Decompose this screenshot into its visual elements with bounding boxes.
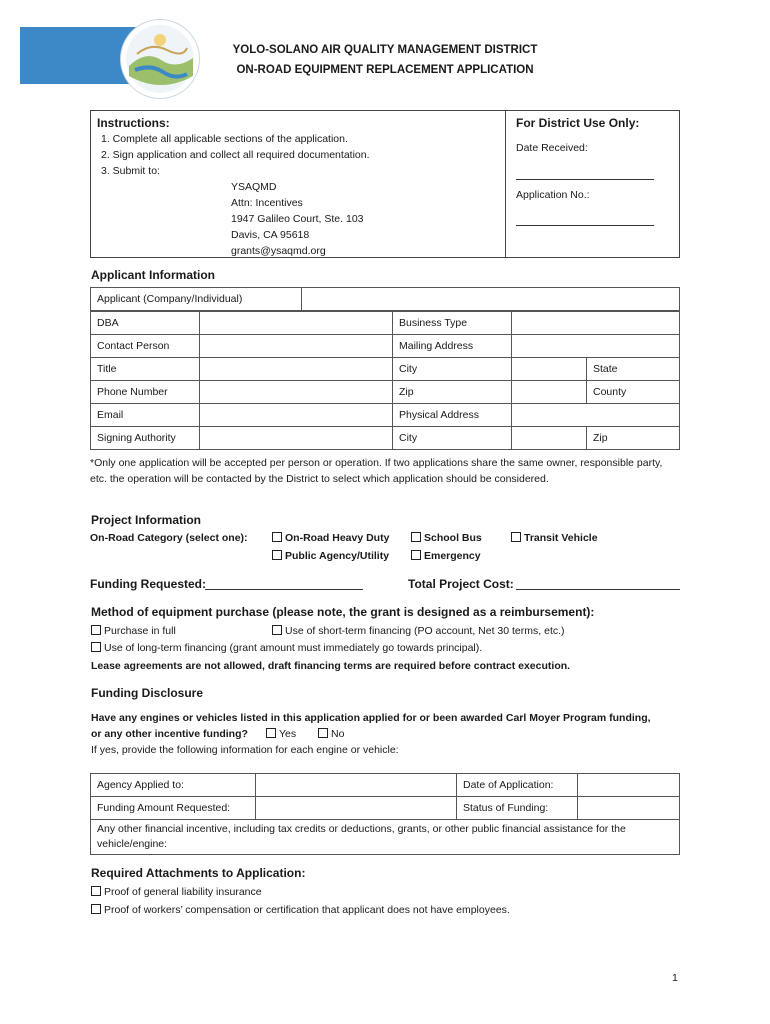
option-label: Public Agency/Utility <box>285 550 390 562</box>
address-line: Attn: Incentives <box>231 197 303 209</box>
attachments-heading: Required Attachments to Application: <box>91 866 306 880</box>
applicant-note: *Only one application will be accepted per person or operation. If two applications share the same owner, responsible party, etc. the operation will be contacted by the District to select which application should be considered. <box>90 457 663 485</box>
total-cost-field[interactable] <box>516 589 680 590</box>
date-received-field[interactable] <box>516 179 654 180</box>
state-label: State <box>593 363 618 375</box>
instruction-step: 1. Complete all applicable sections of the application. <box>101 133 348 145</box>
checkbox-icon[interactable] <box>91 886 101 896</box>
business-type-label: Business Type <box>393 312 512 335</box>
other-incentive-cell[interactable] <box>91 820 680 855</box>
address-line: YSAQMD <box>231 181 277 193</box>
applicant-company-table <box>90 287 680 311</box>
checkbox-icon[interactable] <box>266 728 276 738</box>
status-input[interactable] <box>578 797 680 820</box>
checkbox-icon[interactable] <box>511 532 521 542</box>
date-input[interactable] <box>578 774 680 797</box>
instructions-box <box>90 110 506 258</box>
option-label: Use of long-term financing (grant amount must immediately go towards principal). <box>104 642 483 654</box>
option-label: No <box>331 728 345 740</box>
checkbox-icon[interactable] <box>272 532 282 542</box>
email-label: Email <box>91 404 200 427</box>
option-public-agency[interactable] <box>272 550 389 562</box>
project-info-heading: Project Information <box>91 513 202 527</box>
checkbox-icon[interactable] <box>411 532 421 542</box>
date-received-label: Date Received: <box>516 142 588 154</box>
amount-input[interactable] <box>256 797 457 820</box>
district-use-title: For District Use Only: <box>516 116 640 130</box>
funding-table <box>90 773 680 855</box>
district-use-box <box>505 110 680 258</box>
application-no-field[interactable] <box>516 225 654 226</box>
option-label: Proof of workers’ compensation or certification that applicant does not have employees. <box>104 904 510 916</box>
instruction-step: 2. Sign application and collect all required documentation. <box>101 149 370 161</box>
title-label: Title <box>91 358 200 381</box>
title-input[interactable] <box>200 358 393 381</box>
contact-person-input[interactable] <box>200 335 393 358</box>
form-title: ON-ROAD EQUIPMENT REPLACEMENT APPLICATION <box>236 64 534 76</box>
option-yes[interactable] <box>266 728 296 740</box>
county-cell[interactable] <box>587 381 680 404</box>
phone-label: Phone Number <box>91 381 200 404</box>
city2-input[interactable] <box>512 427 587 450</box>
business-type-input[interactable] <box>512 312 680 335</box>
funding-disclosure-heading: Funding Disclosure <box>91 686 204 700</box>
total-cost-label: Total Project Cost: <box>408 577 514 591</box>
funding-question-line2: or any other incentive funding? <box>91 728 248 740</box>
signing-authority-input[interactable] <box>200 427 393 450</box>
email-input[interactable] <box>200 404 393 427</box>
lease-note: Lease agreements are not allowed, draft financing terms are required before contract execution. <box>91 660 571 672</box>
city-label: City <box>393 358 512 381</box>
checkbox-icon[interactable] <box>272 625 282 635</box>
applicant-details-table <box>90 311 680 450</box>
option-label: Use of short-term financing (PO account, Net 30 terms, etc.) <box>285 625 565 637</box>
mailing-address-input[interactable] <box>512 335 680 358</box>
checkbox-icon[interactable] <box>318 728 328 738</box>
option-label: Purchase in full <box>104 625 176 637</box>
physical-address-label: Physical Address <box>393 404 512 427</box>
signing-authority-label: Signing Authority <box>91 427 200 450</box>
option-label: Proof of general liability insurance <box>104 886 262 898</box>
mailing-address-label: Mailing Address <box>393 335 512 358</box>
amount-label: Funding Amount Requested: <box>91 797 256 820</box>
date-label: Date of Application: <box>457 774 578 797</box>
option-short-term[interactable] <box>272 625 565 637</box>
option-label: School Bus <box>424 532 482 544</box>
phone-input[interactable] <box>200 381 393 404</box>
city2-label: City <box>393 427 512 450</box>
applicant-info-heading: Applicant Information <box>91 268 215 282</box>
zip2-cell[interactable] <box>587 427 680 450</box>
other-incentive-label: Any other financial incentive, including tax credits or deductions, grants, or other public financial assistance for the vehicle/engine: <box>97 823 626 850</box>
zip-input[interactable] <box>512 381 587 404</box>
dba-label: DBA <box>91 312 200 335</box>
checkbox-icon[interactable] <box>91 904 101 914</box>
option-no[interactable] <box>318 728 344 740</box>
dba-input[interactable] <box>200 312 393 335</box>
zip-label: Zip <box>393 381 512 404</box>
application-no-label: Application No.: <box>516 189 590 201</box>
funding-ifyes: If yes, provide the following information for each engine or vehicle: <box>91 744 399 756</box>
attachment-workers-comp[interactable] <box>91 904 510 916</box>
instructions-title: Instructions: <box>97 116 170 130</box>
option-on-road-heavy-duty[interactable] <box>272 532 389 544</box>
address-line: Davis, CA 95618 <box>231 229 310 241</box>
email-link[interactable]: grants@ysaqmd.org <box>231 245 326 257</box>
option-label: Emergency <box>424 550 481 562</box>
district-logo <box>120 19 200 99</box>
company-input[interactable] <box>302 288 680 311</box>
funding-requested-field[interactable] <box>205 589 363 590</box>
funding-question-line1: Have any engines or vehicles listed in this application applied for or been awarded Carl Moyer Program funding, <box>91 712 651 724</box>
option-school-bus[interactable] <box>411 532 482 544</box>
org-title: YOLO-SOLANO AIR QUALITY MANAGEMENT DISTRICT <box>232 44 538 56</box>
logo-graphic <box>121 20 199 98</box>
option-label: On-Road Heavy Duty <box>285 532 390 544</box>
physical-address-input[interactable] <box>512 404 680 427</box>
option-purchase-full[interactable] <box>91 625 176 637</box>
checkbox-icon[interactable] <box>91 625 101 635</box>
company-label: Applicant (Company/Individual) <box>91 288 302 311</box>
attachment-liability[interactable] <box>91 886 262 898</box>
instruction-step: 3. Submit to: <box>101 165 160 177</box>
city-input[interactable] <box>512 358 587 381</box>
zip2-label: Zip <box>593 432 608 444</box>
county-label: County <box>593 386 627 398</box>
agency-input[interactable] <box>256 774 457 797</box>
state-cell[interactable] <box>587 358 680 381</box>
option-label: Transit Vehicle <box>524 532 598 544</box>
option-transit-vehicle[interactable] <box>511 532 598 544</box>
funding-requested-label: Funding Requested: <box>90 577 206 591</box>
checkbox-icon[interactable] <box>91 642 101 652</box>
option-long-term[interactable] <box>91 642 482 654</box>
option-label: Yes <box>279 728 297 740</box>
checkbox-icon[interactable] <box>411 550 421 560</box>
agency-label: Agency Applied to: <box>91 774 256 797</box>
page-number: 1 <box>672 972 678 984</box>
option-emergency[interactable] <box>411 550 481 562</box>
status-label: Status of Funding: <box>457 797 578 820</box>
address-line: 1947 Galileo Court, Ste. 103 <box>231 213 364 225</box>
on-road-category-label: On-Road Category (select one): <box>90 532 248 544</box>
purchase-method-heading: Method of equipment purchase (please note, the grant is designed as a reimbursement): <box>91 605 595 619</box>
contact-person-label: Contact Person <box>91 335 200 358</box>
checkbox-icon[interactable] <box>272 550 282 560</box>
